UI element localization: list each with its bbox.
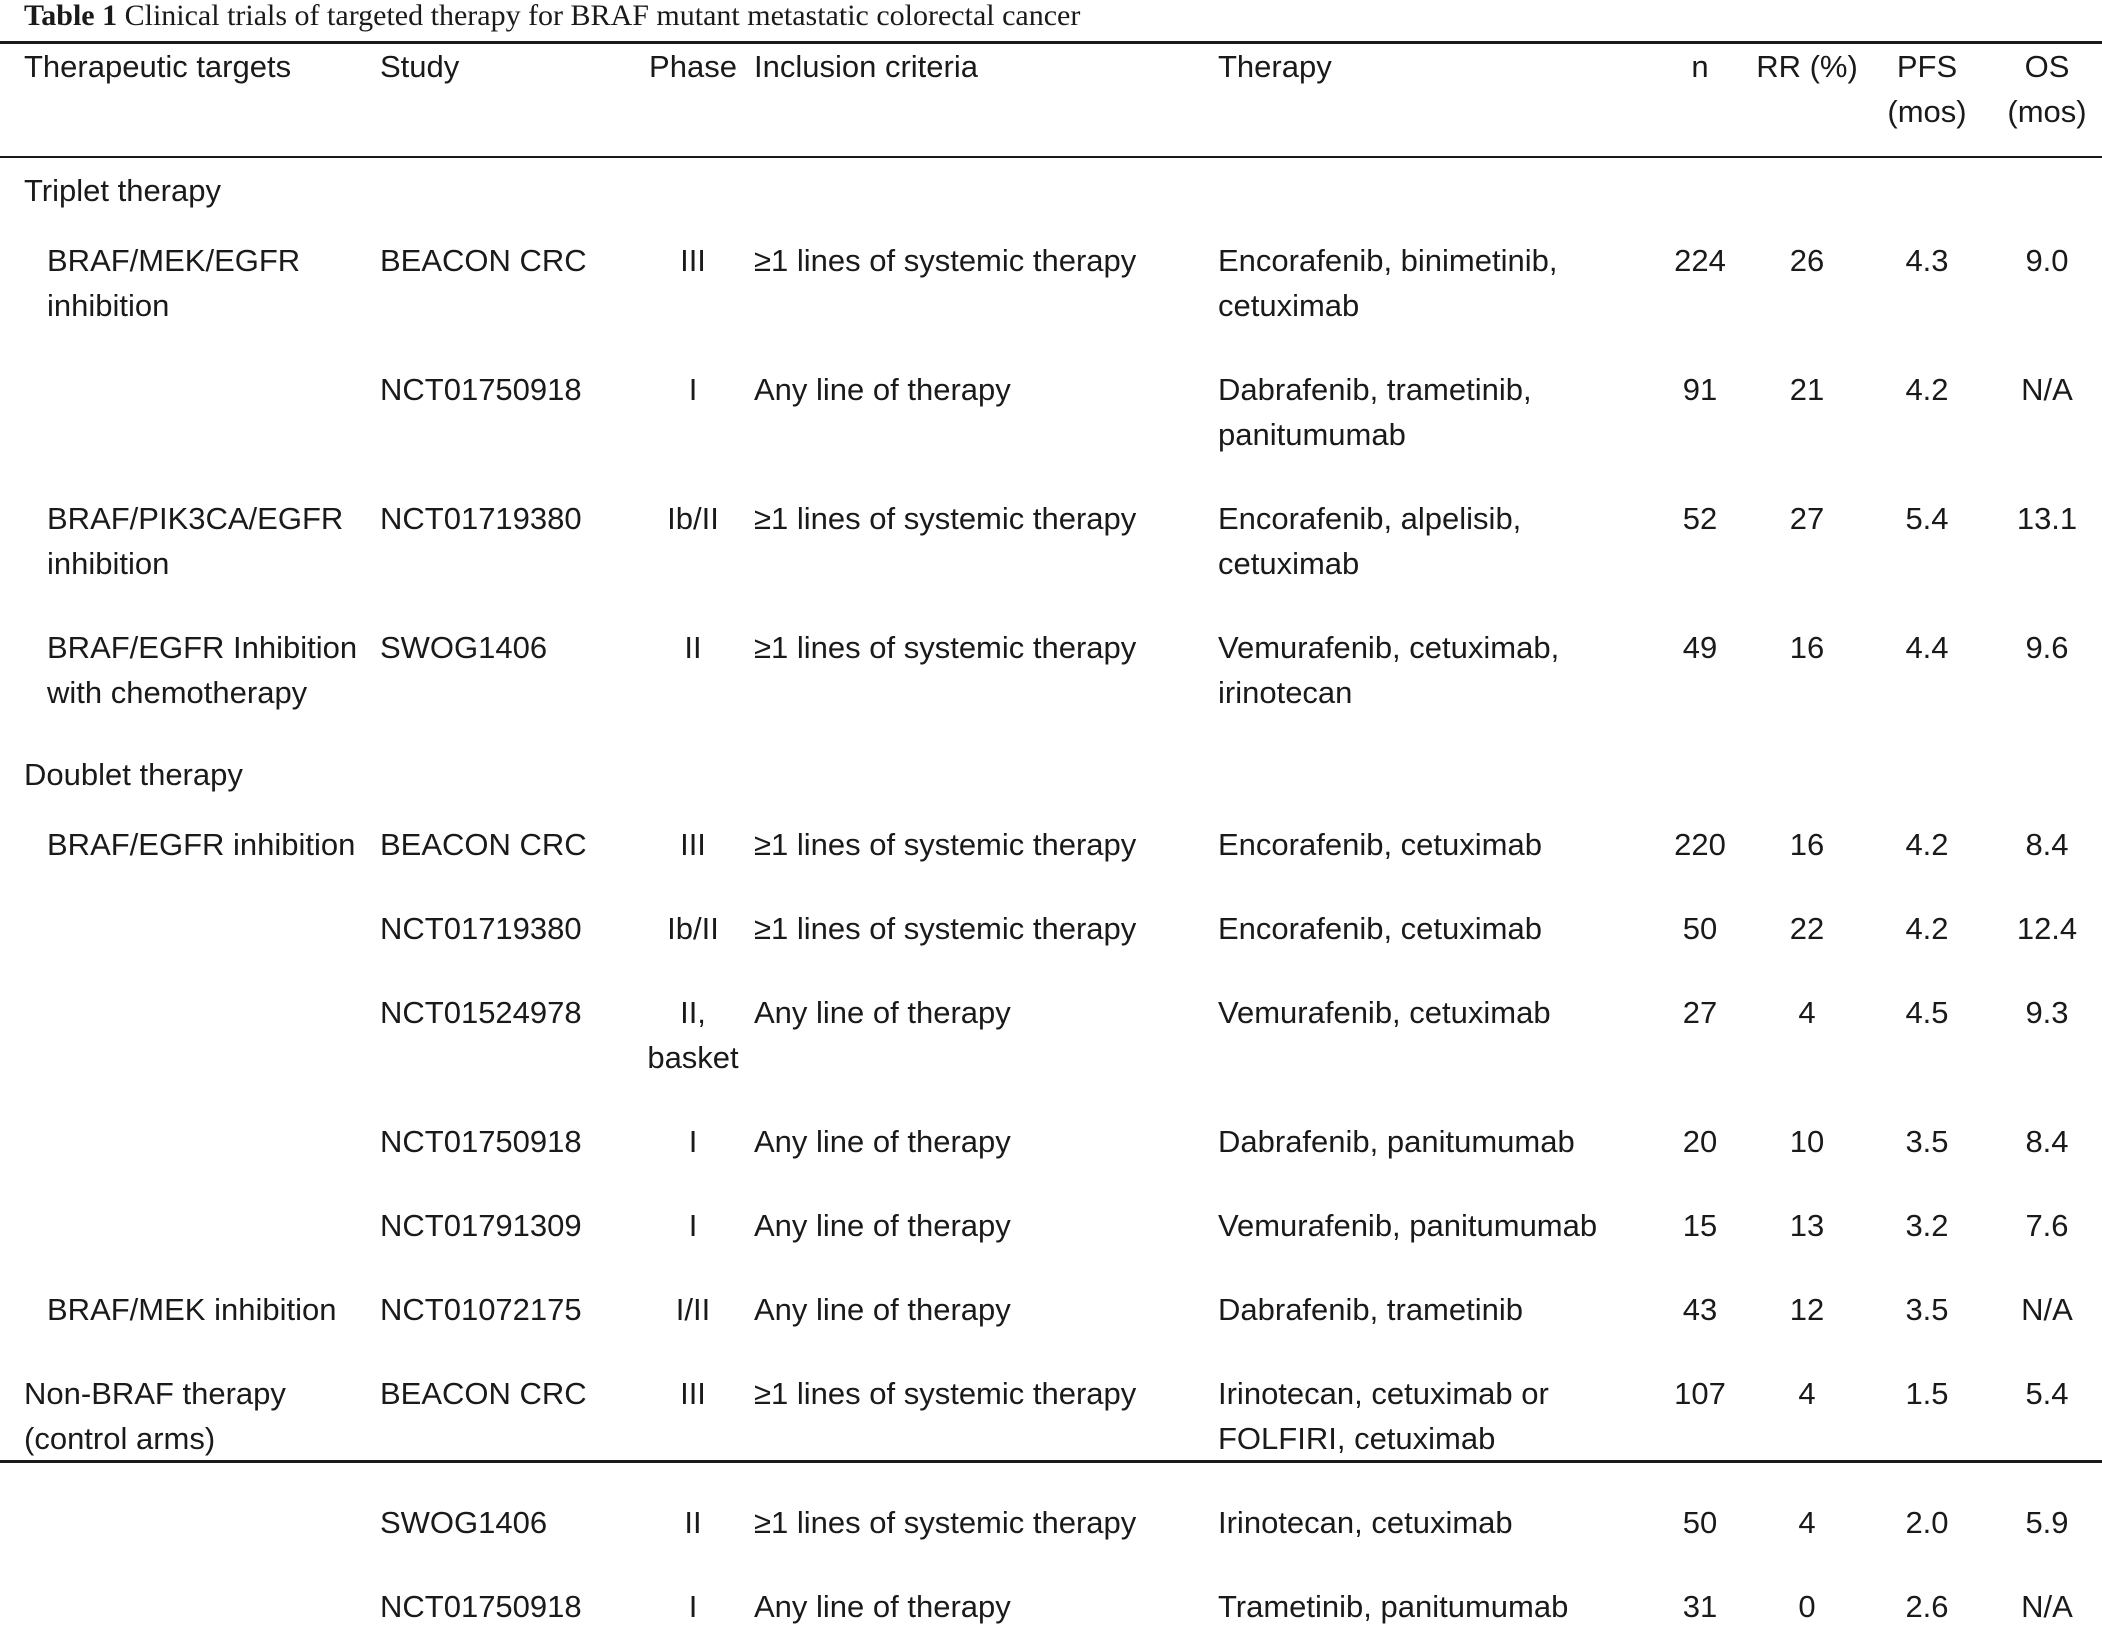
os-cell: N/A xyxy=(2021,1589,2073,1624)
therapy-line: Vemurafenib, panitumumab xyxy=(1218,1208,1598,1243)
therapy-cell xyxy=(1218,974,1648,1103)
table-row xyxy=(0,974,2102,1103)
therapy-line: Encorafenib, cetuximab xyxy=(1218,911,1542,946)
therapy-cell xyxy=(1218,1103,1648,1187)
therapeutic-target-cell xyxy=(0,351,380,480)
n-cell: 15 xyxy=(1682,1208,1718,1243)
phase-cell xyxy=(632,609,754,738)
therapeutic-target-cell xyxy=(0,974,380,1103)
therapeutic-target-cell xyxy=(0,609,380,738)
phase-line: I/II xyxy=(675,1292,711,1327)
target-line: Non-BRAF therapy xyxy=(24,1376,286,1411)
phase-line: I xyxy=(688,1124,698,1159)
phase-line: I xyxy=(688,1208,698,1243)
inclusion-criteria-cell: ≥1 lines of systemic therapy xyxy=(754,1505,1137,1540)
rr-cell: 21 xyxy=(1789,372,1825,407)
n-cell: 50 xyxy=(1682,911,1718,946)
target-line: BRAF/PIK3CA/EGFR xyxy=(47,501,344,536)
os-cell: 8.4 xyxy=(2025,827,2069,862)
therapy-line: cetuximab xyxy=(1218,546,1360,581)
rr-cell: 0 xyxy=(1798,1589,1816,1624)
phase-line: I xyxy=(688,1589,698,1624)
table-row xyxy=(0,1103,2102,1187)
therapy-line: Dabrafenib, trametinib xyxy=(1218,1292,1523,1327)
table-body xyxy=(0,156,2102,1652)
os-cell: 5.4 xyxy=(2025,1376,2069,1411)
therapeutic-target-cell xyxy=(0,222,380,351)
inclusion-criteria-cell: ≥1 lines of systemic therapy xyxy=(754,501,1137,536)
therapy-line: Encorafenib, binimetinib, xyxy=(1218,243,1558,278)
os-cell: 9.0 xyxy=(2025,243,2069,278)
inclusion-criteria-cell: ≥1 lines of systemic therapy xyxy=(754,630,1137,665)
pfs-cell: 3.5 xyxy=(1905,1292,1949,1327)
therapy-line: Dabrafenib, panitumumab xyxy=(1218,1124,1575,1159)
phase-line: III xyxy=(680,827,706,862)
therapeutic-target-cell xyxy=(0,1568,380,1652)
inclusion-criteria-cell: ≥1 lines of systemic therapy xyxy=(754,827,1137,862)
os-cell: 5.9 xyxy=(2025,1505,2069,1540)
inclusion-criteria-cell: Any line of therapy xyxy=(754,1292,1011,1327)
therapy-cell xyxy=(1218,480,1648,609)
phase-line: Ib/II xyxy=(667,501,719,536)
n-cell: 107 xyxy=(1674,1376,1726,1411)
inclusion-criteria-cell: Any line of therapy xyxy=(754,1589,1011,1624)
phase-line: I xyxy=(688,372,698,407)
rr-cell: 4 xyxy=(1798,1376,1816,1411)
rr-cell: 4 xyxy=(1798,1505,1816,1540)
target-line: BRAF/EGFR Inhibition xyxy=(47,630,358,665)
os-cell: 9.3 xyxy=(2025,995,2069,1030)
therapy-cell xyxy=(1218,222,1648,351)
therapy-cell xyxy=(1218,609,1648,738)
inclusion-criteria-cell: Any line of therapy xyxy=(754,372,1011,407)
os-cell: 12.4 xyxy=(2016,911,2078,946)
os-cell: 8.4 xyxy=(2025,1124,2069,1159)
table-row xyxy=(0,1187,2102,1271)
header-n: n xyxy=(1691,49,1709,84)
phase-cell xyxy=(632,1568,754,1652)
therapy-cell xyxy=(1218,1568,1648,1652)
table-row xyxy=(0,351,2102,480)
table-header-row xyxy=(0,44,2102,156)
therapy-line: cetuximab xyxy=(1218,288,1360,323)
study-cell: BEACON CRC xyxy=(380,1376,587,1411)
table-row xyxy=(0,890,2102,974)
therapeutic-target-cell xyxy=(0,890,380,974)
n-cell: 43 xyxy=(1682,1292,1718,1327)
therapy-cell xyxy=(1218,890,1648,974)
table-row xyxy=(0,609,2102,738)
study-cell: SWOG1406 xyxy=(380,1505,548,1540)
n-cell: 91 xyxy=(1682,372,1718,407)
phase-line: basket xyxy=(647,1040,739,1075)
phase-cell xyxy=(632,351,754,480)
phase-cell xyxy=(632,1484,754,1568)
n-cell: 31 xyxy=(1682,1589,1718,1624)
inclusion-criteria-cell: ≥1 lines of systemic therapy xyxy=(754,243,1137,278)
study-cell: NCT01072175 xyxy=(380,1292,582,1327)
header-pfs-line1: PFS xyxy=(1896,49,1958,84)
header-inclusion-criteria: Inclusion criteria xyxy=(754,49,978,84)
phase-cell xyxy=(632,806,754,890)
target-line: with chemotherapy xyxy=(47,675,308,710)
target-line: BRAF/MEK/EGFR xyxy=(47,243,301,278)
target-line: BRAF/EGFR inhibition xyxy=(47,827,356,862)
study-cell: NCT01750918 xyxy=(380,1124,582,1159)
rr-cell: 16 xyxy=(1789,630,1825,665)
table-row xyxy=(0,1271,2102,1355)
header-os xyxy=(1992,44,2102,156)
phase-cell xyxy=(632,222,754,351)
therapy-cell xyxy=(1218,1271,1648,1355)
inclusion-criteria-cell: ≥1 lines of systemic therapy xyxy=(754,911,1137,946)
phase-cell xyxy=(632,974,754,1103)
rr-cell: 27 xyxy=(1789,501,1825,536)
phase-line: Ib/II xyxy=(667,911,719,946)
pfs-cell: 1.5 xyxy=(1905,1376,1949,1411)
study-cell: NCT01719380 xyxy=(380,501,582,536)
therapy-line: Encorafenib, cetuximab xyxy=(1218,827,1542,862)
phase-cell xyxy=(632,890,754,974)
n-cell: 27 xyxy=(1682,995,1718,1030)
rr-cell: 4 xyxy=(1798,995,1816,1030)
therapy-cell xyxy=(1218,351,1648,480)
rr-cell: 26 xyxy=(1789,243,1825,278)
therapy-line: Vemurafenib, cetuximab, xyxy=(1218,630,1560,665)
therapy-line: Irinotecan, cetuximab xyxy=(1218,1505,1513,1540)
phase-line: III xyxy=(680,1376,706,1411)
group-row xyxy=(0,738,2102,806)
group-label: Triplet therapy xyxy=(24,173,221,208)
inclusion-criteria-cell: Any line of therapy xyxy=(754,1208,1011,1243)
n-cell: 52 xyxy=(1682,501,1718,536)
header-os-line1: OS xyxy=(2024,49,2070,84)
therapy-cell xyxy=(1218,806,1648,890)
header-study: Study xyxy=(380,49,460,84)
pfs-cell: 3.5 xyxy=(1905,1124,1949,1159)
phase-cell xyxy=(632,1271,754,1355)
study-cell: NCT01524978 xyxy=(380,995,582,1030)
inclusion-criteria-cell: Any line of therapy xyxy=(754,995,1011,1030)
header-pfs-line2: (mos) xyxy=(1887,94,1967,129)
target-line: inhibition xyxy=(47,546,170,581)
header-therapeutic-targets: Therapeutic targets xyxy=(24,49,292,84)
caption-text: Clinical trials of targeted therapy for BRAF mutant metastatic colorectal cancer xyxy=(124,0,1081,32)
phase-line: II, xyxy=(680,995,706,1030)
header-therapy: Therapy xyxy=(1218,49,1332,84)
therapy-line: panitumumab xyxy=(1218,417,1406,452)
rr-cell: 13 xyxy=(1789,1208,1825,1243)
therapeutic-target-cell xyxy=(0,1484,380,1568)
study-cell: BEACON CRC xyxy=(380,827,587,862)
os-cell: 7.6 xyxy=(2025,1208,2069,1243)
rr-cell: 22 xyxy=(1789,911,1825,946)
pfs-cell: 4.2 xyxy=(1905,827,1949,862)
study-cell: NCT01791309 xyxy=(380,1208,582,1243)
rr-cell: 16 xyxy=(1789,827,1825,862)
phase-line: III xyxy=(680,243,706,278)
os-cell: 9.6 xyxy=(2025,630,2069,665)
caption-label: Table 1 xyxy=(24,0,118,32)
clinical-trials-table xyxy=(0,44,2102,1652)
group-row xyxy=(0,156,2102,222)
therapy-line: irinotecan xyxy=(1218,675,1353,710)
table-row xyxy=(0,222,2102,351)
phase-line: II xyxy=(684,630,702,665)
pfs-cell: 5.4 xyxy=(1905,501,1949,536)
therapy-line: Trametinib, panitumumab xyxy=(1218,1589,1569,1624)
phase-cell xyxy=(632,1103,754,1187)
target-line: BRAF/MEK inhibition xyxy=(47,1292,337,1327)
table-caption xyxy=(24,0,1080,32)
group-label: Doublet therapy xyxy=(24,757,243,792)
pfs-cell: 4.5 xyxy=(1905,995,1949,1030)
therapeutic-target-cell xyxy=(0,806,380,890)
inclusion-criteria-cell: Any line of therapy xyxy=(754,1124,1011,1159)
therapeutic-target-cell xyxy=(0,1187,380,1271)
pfs-cell: 2.6 xyxy=(1905,1589,1949,1624)
therapy-line: Vemurafenib, cetuximab xyxy=(1218,995,1551,1030)
table-row xyxy=(0,806,2102,890)
bottom-rule xyxy=(0,1460,2102,1463)
phase-cell xyxy=(632,1187,754,1271)
pfs-cell: 4.4 xyxy=(1905,630,1949,665)
therapeutic-target-cell xyxy=(0,1103,380,1187)
study-cell: BEACON CRC xyxy=(380,243,587,278)
target-line: (control arms) xyxy=(24,1421,216,1456)
n-cell: 224 xyxy=(1674,243,1726,278)
n-cell: 20 xyxy=(1682,1124,1718,1159)
study-cell: NCT01719380 xyxy=(380,911,582,946)
os-cell: 13.1 xyxy=(2016,501,2078,536)
phase-line: II xyxy=(684,1505,702,1540)
header-rr: RR (%) xyxy=(1756,49,1858,84)
header-os-line2: (mos) xyxy=(2007,94,2087,129)
therapeutic-target-cell xyxy=(0,1271,380,1355)
therapy-line: Encorafenib, alpelisib, xyxy=(1218,501,1522,536)
pfs-cell: 2.0 xyxy=(1905,1505,1949,1540)
pfs-cell: 4.3 xyxy=(1905,243,1949,278)
header-phase: Phase xyxy=(649,49,737,84)
pfs-cell: 4.2 xyxy=(1905,372,1949,407)
therapy-cell xyxy=(1218,1484,1648,1568)
study-cell: NCT01750918 xyxy=(380,372,582,407)
table-row xyxy=(0,1568,2102,1652)
pfs-cell: 4.2 xyxy=(1905,911,1949,946)
therapy-line: Dabrafenib, trametinib, xyxy=(1218,372,1532,407)
pfs-cell: 3.2 xyxy=(1905,1208,1949,1243)
study-cell: SWOG1406 xyxy=(380,630,548,665)
target-line: inhibition xyxy=(47,288,170,323)
os-cell: N/A xyxy=(2021,372,2073,407)
header-pfs xyxy=(1862,44,1992,156)
table-row xyxy=(0,1484,2102,1568)
inclusion-criteria-cell: ≥1 lines of systemic therapy xyxy=(754,1376,1137,1411)
therapy-line: Irinotecan, cetuximab or xyxy=(1218,1376,1549,1411)
n-cell: 50 xyxy=(1682,1505,1718,1540)
phase-cell xyxy=(632,480,754,609)
n-cell: 49 xyxy=(1682,630,1718,665)
rr-cell: 12 xyxy=(1789,1292,1825,1327)
table-row xyxy=(0,480,2102,609)
n-cell: 220 xyxy=(1674,827,1726,862)
rr-cell: 10 xyxy=(1789,1124,1825,1159)
therapy-line: FOLFIRI, cetuximab xyxy=(1218,1421,1496,1456)
study-cell: NCT01750918 xyxy=(380,1589,582,1624)
therapy-cell xyxy=(1218,1187,1648,1271)
therapeutic-target-cell xyxy=(0,480,380,609)
os-cell: N/A xyxy=(2021,1292,2073,1327)
